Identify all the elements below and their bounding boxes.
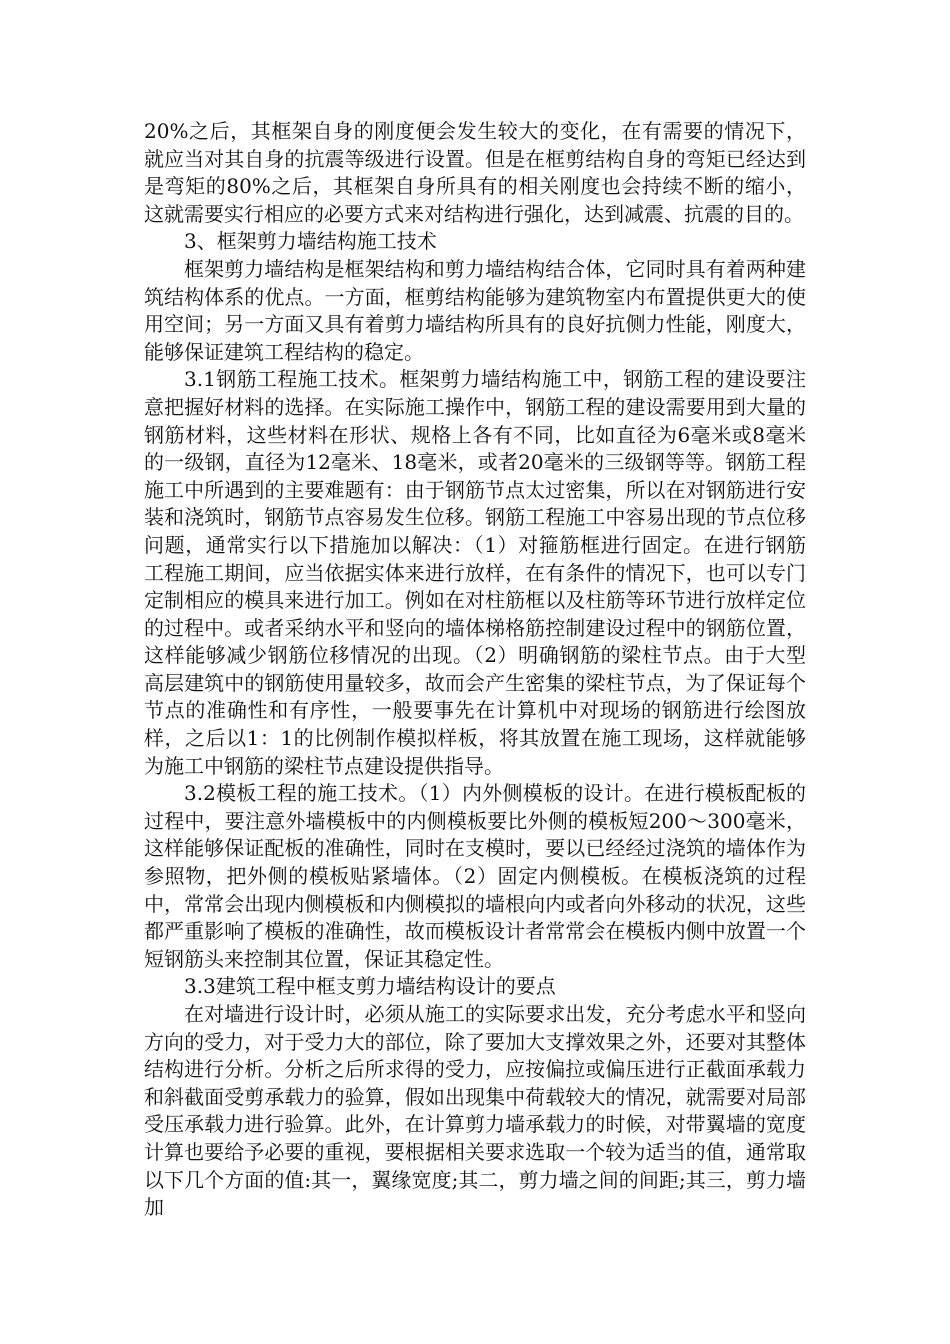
paragraph-continuation: 20%之后，其框架自身的刚度便会发生较大的变化，在有需要的情况下，就应当对其自身的抗震等级进行设置。但是在框剪结构自身的弯矩已经达到是弯矩的80%之后，其框架自身所具有的相关刚度也会持续不断的缩小，这就需要实行相应的必要方式来对结构进行强化，达到减震、抗震的目的。 <box>144 119 806 226</box>
section-heading-3: 3、框架剪力墙结构施工技术 <box>184 229 437 254</box>
paragraph-frame-shear-wall: 框架剪力墙结构是框架结构和剪力墙结构结合体，它同时具有着两种建筑结构体系的优点。一方面，框剪结构能够为建筑物室内布置提供更大的使用空间；另一方面又具有着剪力墙结构所具有的良好抗侧力性能，刚度大，能够保证建筑工程结构的稳定。 <box>144 256 806 364</box>
document-page <box>144 118 806 1222</box>
section-heading-3-3: 3.3建筑工程中框支剪力墙结构设计的要点 <box>184 974 556 999</box>
paragraph-wall-design: 在对墙进行设计时，必须从施工的实际要求出发，充分考虑水平和竖向方向的受力，对于受力大的部位，除了要加大支撑效果之外，还要对其整体结构进行分析。分析之后所求得的受力，应按偏拉或偏压进行正截面承载力和斜截面受剪承载力的验算，假如出现集中荷载较大的情况，就需要对局部受压承载力进行验算。此外，在计算剪力墙承载力的时候，对带翼墙的宽度计算也要给予必要的重视，要根据相关要求选取一个较为适当的值，通常取以下几个方面的值:其一，翼缘宽度;其二，剪力墙之间的间距;其三，剪力墙加 <box>144 1002 806 1220</box>
paragraph-rebar-engineering: 3.1钢筋工程施工技术。框架剪力墙结构施工中，钢筋工程的建设要注意把握好材料的选择。在实际施工操作中，钢筋工程的建设需要用到大量的钢筋材料，这些材料在形状、规格上各有不同，比如直径为6毫米或8毫米的一级钢，直径为12毫米、18毫米，或者20毫米的三级钢等等。钢筋工程施工中所遇到的主要难题有：由于钢筋节点太过密集，所以在对钢筋进行安装和浇筑时，钢筋节点容易发生位移。钢筋工程施工中容易出现的节点位移问题，通常实行以下措施加以解决：（1）对箍筋框进行固定。在进行钢筋工程施工期间，应当依据实体来进行放样，在有条件的情况下，也可以专门定制相应的模具来进行加工。例如在对柱筋框以及柱筋等环节进行放样定位的过程中。或者采纳水平和竖向的墙体梯格筋控制建设过程中的钢筋位置，这样能够减少钢筋位移情况的出现。（2）明确钢筋的梁柱节点。由于大型高层建筑中的钢筋使用量较多，故而会产生密集的梁柱节点，为了保证每个节点的准确性和有序性，一般要事先在计算机中对现场的钢筋进行绘图放样，之后以1：1的比例制作模拟样板，将其放置在施工现场，这样就能够为施工中钢筋的梁柱节点建设提供指导。 <box>144 367 806 778</box>
paragraph-formwork-engineering: 3.2模板工程的施工技术。（1）内外侧模板的设计。在进行模板配板的过程中，要注意外墙模板中的内侧模板要比外侧的模板短200～300毫米，这样能够保证配板的准确性，同时在支模时，要以已经经过浇筑的墙体作为参照物，把外侧的模板贴紧墙体。（2）固定内侧模板。在模板浇筑的过程中，常常会出现内侧模板和内侧模拟的墙根向内或者向外移动的状况，这些都严重影响了模板的准确性，故而模板设计者常常会在模板内侧中放置一个短钢筋头来控制其位置，保证其稳定性。 <box>144 781 806 971</box>
